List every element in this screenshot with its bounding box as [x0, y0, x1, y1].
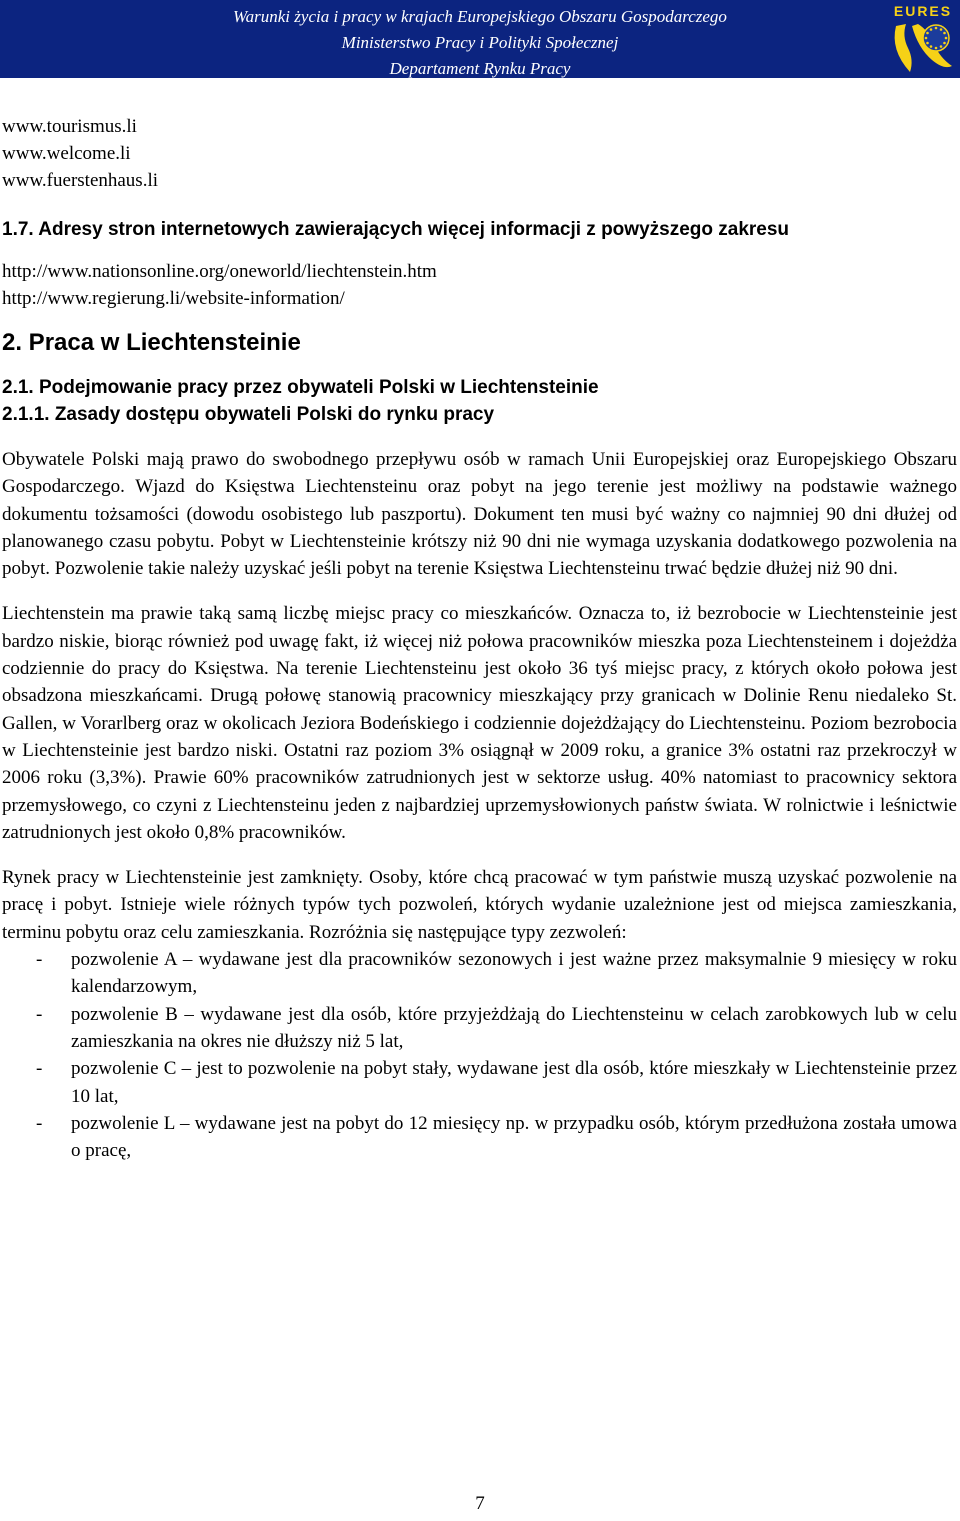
header-ministry: Ministerstwo Pracy i Polityki Społecznej [341, 33, 619, 52]
header-department: Departament Rynku Pracy [389, 59, 571, 78]
permit-b: pozwolenie B – wydawane jest dla osób, które przyjeżdżają do Liechtensteinu w celach zarobkowych lub w celu zamieszkania na okres nie dłuższy niż 5 lat, [71, 1003, 957, 1052]
link-welcome[interactable]: www.welcome.li [2, 143, 131, 164]
eures-logo-text: EURES [893, 3, 953, 19]
list-marker: - [36, 949, 43, 971]
page-header [0, 0, 960, 78]
section-2-1-1-heading: 2.1.1. Zasady dostępu obywateli Polski do rynku pracy [2, 404, 495, 425]
list-item [2, 1055, 957, 1110]
header-title: Warunki życia i pracy w krajach Europejskiego Obszaru Gospodarczego [233, 7, 727, 26]
link-nationsonline[interactable]: http://www.nationsonline.org/oneworld/liechtenstein.htm [2, 261, 437, 282]
list-marker: - [36, 1003, 43, 1025]
paragraph-labour-market: Liechtenstein ma prawie taką samą liczbę miejsc pracy co mieszkańców. Oznacza to, iż bezrobocie w Liechtensteinie jest bardzo niskie, biorąc również pod uwagę fakt, iż więcej niż połowa pracowników mieszka poza Liechtensteinem i dojeżdża codziennie do pracy do Księstwa. Na terenie Liechtensteinu jest około 36 tyś miejsc pracy, z których około połowa jest obsadzona mieszkańcami. Drugą połowę stanowią pracownicy mieszkający przy granicach w Dolinie Renu niedaleko St. Gallen, w Vorarlberg oraz w okolicach Jeziora Bodeńskiego i codziennie dojeżdżający do Liechtensteinu. Poziom bezrobocia w Liechtensteinie jest bardzo niski. Ostatni raz poziom 3% osiągnął w 2009 roku, a granice 3% ostatni raz przekroczył w 2006 roku (3,3%). Prawie 60% pracowników zatrudnionych jest w sektorze usług. 40% natomiast to pracownicy sektora przemysłowego, co czyni z Liechtensteinu jeden z najbardziej uprzemysłowionych państw świata. W rolnictwie i leśnictwie zatrudnionych jest około 0,8% pracowników. [2, 603, 957, 843]
paragraph-access-rules: Obywatele Polski mają prawo do swobodnego przepływu osób w ramach Unii Europejskiej oraz Europejskiego Obszaru Gospodarczego. Wjazd do Księstwa Liechtensteinu oraz pobyt na jego terenie jest możliwy na podstawie ważnego dokumentu tożsamości (dowodu osobistego lub paszportu). Dokument ten musi być ważny co najmniej 90 dni dłużej od planowanego czasu pobytu. Pobyt w Liechtensteinie krótszy niż 90 dni nie wymaga uzyskania dodatkowego pozwolenia na pobyt. Pozwolenie takie należy uzyskać jeśli pobyt na terenie Księstwa Liechtensteinu trwać będzie dłużej niż 90 dni. [2, 449, 957, 580]
link-regierung[interactable]: http://www.regierung.li/website-information/ [2, 288, 345, 309]
list-item [2, 1110, 957, 1165]
section-1-7-heading: 1.7. Adresy stron internetowych zawierających więcej informacji z powyższego zakresu [2, 219, 790, 240]
list-item [2, 1001, 957, 1056]
paragraph-permits-intro: Rynek pracy w Liechtensteinie jest zamknięty. Osoby, które chcą pracować w tym państwie muszą uzyskać pozwolenie na pracę i pobyt. Istnieje wiele różnych typów tych pozwoleń, których wydanie uzależnione jest od miejsca zamieszkania, terminu pobytu oraz celu zamieszkania. Rozróżnia się następujące typy zezwoleń: [2, 867, 957, 943]
document-body [2, 113, 957, 1164]
eures-logo-graphic [888, 0, 958, 78]
permit-c: pozwolenie C – jest to pozwolenie na pobyt stały, wydawane jest dla osób, które mieszkały w Liechtensteinie przez 10 lat, [71, 1058, 957, 1107]
link-fuerstenhaus[interactable]: www.fuerstenhaus.li [2, 170, 159, 191]
list-marker: - [36, 1058, 43, 1080]
page-number: 7 [475, 1493, 485, 1514]
list-marker: - [36, 1112, 43, 1134]
section-2-heading: 2. Praca w Liechtensteinie [2, 329, 301, 356]
list-item [2, 946, 957, 1001]
section-2-1-heading: 2.1. Podejmowanie pracy przez obywateli Polski w Liechtensteinie [2, 377, 599, 398]
permit-l: pozwolenie L – wydawane jest na pobyt do 12 miesięcy np. w przypadku osób, którym przedłużona została umowa o pracę, [71, 1112, 957, 1162]
eures-logo [888, 0, 958, 78]
link-tourismus[interactable]: www.tourismus.li [2, 116, 137, 137]
permit-list [2, 946, 957, 1164]
header-text [150, 4, 810, 82]
permit-a: pozwolenie A – wydawane jest dla pracowników sezonowych i jest ważne przez maksymalnie 9 miesięcy w roku kalendarzowym, [71, 949, 957, 998]
